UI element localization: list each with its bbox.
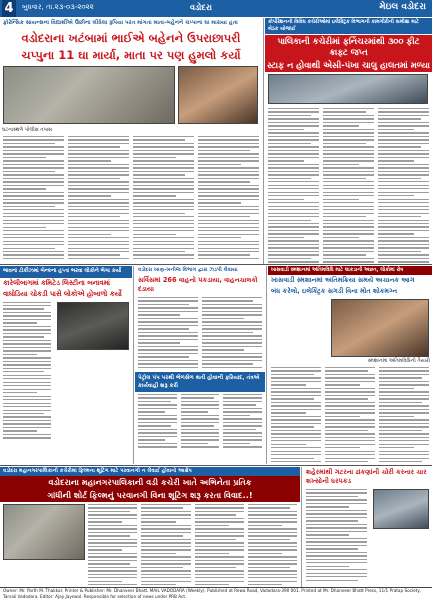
lead-body [0,134,262,263]
mid-left-headline-1: કારેલીબાગમાં કમિટેડ લિસ્ટીના બનાવમાં [3,278,111,287]
lead-article [0,18,262,263]
mid-center-subheadline: પેટ્રોલ પંપ પરથી ભેળસેળ થતી હોવાની ફરિયાદ, તંત્રએ કાર્યવાહી શરૂ કરી [135,372,265,392]
bottom-right-photo [373,489,429,529]
section-rule [0,465,432,466]
lead-kicker: ફોરેન્સિક સાયન્સના વિદ્યાર્થીએ ઉછીના લીધેલા રૂપિયા પરત માંગતા માતા-બહેનને ચપ્પાના ઘા મારાયા હતા [3,20,238,26]
top-right-headline-1: પાલિકાની કચેરીમાં ફર્નિચરમાંથી ૩૦૦ ફીટ ક્રાફ્ટ જપ્ત [265,35,432,59]
top-right-photo [268,74,428,104]
mid-left-headline-2: વાઘોડિયા ચોકડી પાસે લોકોએ હોબાળો કર્યો [3,289,122,298]
page-number: 4 [2,0,16,17]
bottom-lead-headline-1: વડોદરાના મહાનગરપાલિકાની વડી કચેરી ખાતે અભિનેતા પ્રતિક [0,476,300,489]
mid-right-headline-2: બંધ કરેલો, ઇલેક્ટ્રિક સગડી વિના મોત શોકમગ્ન [271,287,398,295]
bottom-lead-kicker: વડોદરા મહાનગરપાલિકાની કચેરીમાં ફિલ્મના શૂટિંગ માટે પરવાનગી ન લેવાઈ હોવાનો આક્ષેપ [0,467,300,476]
lead-photo-inset [178,66,258,124]
top-right-headline-2: સ્ટાફ ન હોવાથી એસી-પંખા ચાલુ હાલતમાં મળ્યા [265,59,432,72]
masthead-brand: મેઇલ વડોદરા [379,2,426,12]
bottom-right-article [303,467,432,587]
column-rule [133,266,134,464]
issue-date: બુધવાર, તા.૨૩-૦૩-૨૦૨૨ [22,3,94,11]
mid-left-body [0,300,54,441]
imprint-footer: Owner: Mr. Parth M. Thakkar. Printer & Publisher: Mr. Dhanveer Bhatt. MAIL VADODARA (Weekly). Published at Rewa Road, Vadodara-390 001. Printed at Mr. Dhanveer Bhatt Press, 11/1 Pratap Society, Tarsali Vadodara. Editor: Ajay Jayswal. Responsible for selection of news under PRB Act. [0,587,432,600]
mid-center-headline: સર્વિસમાં 266 વાહનો પકડાયા, વાહનચાલકો દંડાયા [138,276,258,293]
top-right-body [265,106,432,263]
mid-right-photo-caption: સ્મશાનમાં અંતિમવિધિની તૈયારી [367,358,430,364]
mid-center-article [135,266,265,464]
column-rule [263,18,264,264]
mid-right-body [268,365,432,464]
top-right-kicker: કોર્પોરેશનની વિવિધ કચેરીઓમાં ઇલેક્ટ્રિક વિભાગની કામગીરીની સમીક્ષા માટે બેઠક યોજાઈ [265,18,432,34]
bottom-lead-photo [3,504,85,560]
bottom-lead-headline-2: ગાંધીની શોર્ટ ફિલ્મનું પરવાનગી વિના શૂટિંગ શરૂ કરતા વિવાદ..! [0,489,300,502]
column-rule [266,266,267,464]
lead-headline-1: વડોદરાના ખટંબામાં ભાઈએ બહેનને ઉપરાછાપરી [2,30,260,46]
page-header [0,0,432,17]
bottom-right-body [303,487,370,583]
section-rule [0,264,432,265]
lead-photo-caption: ઘટનાસ્થળે પોલીસ તપાસ [2,127,53,133]
bottom-lead-body [88,504,297,587]
bottom-right-headline: શહેરમાંથી ગટરના ઢાંકણાંની ચોરી કરનાર ચાર શખ્સોની ધરપકડ [306,468,427,485]
mid-center-kicker: વડોદરા ખાણ-ખનીજ વિભાગ દ્વારા ઝડપી લેવાયા [138,267,238,273]
mid-center-body-bottom [135,392,265,450]
mid-left-article [0,266,132,464]
lead-photo-row [0,64,262,126]
mid-left-kicker: ભાવના ટોકીઝમાં બેન્કના હપ્તા ભરવા લોકોને ભેગા કર્યા [0,266,132,278]
mid-right-headline-1: ખાસવાડી સ્મશાનમાં અંતિમક્રિયા સમયે અચાનક આગ [271,276,415,284]
mid-left-photo [57,302,129,350]
column-rule [301,467,302,587]
city-name: વડોદરા [190,3,212,12]
mid-right-kicker: ખાસવાડી સ્મશાનમાં અંતિમવિધિ માટે લાકડાની અછત, લોકોમાં રોષ [268,266,432,275]
mid-center-body-top [135,295,265,370]
mid-right-article [268,266,432,464]
top-right-article [265,18,432,263]
bottom-lead-article [0,467,300,587]
mid-right-photo [331,299,429,357]
lead-headline-2: ચપ્પુના 11 ઘા માર્યા, માતા પર પણ હુમલો કર્યો [2,47,260,63]
lead-photo [3,66,175,124]
